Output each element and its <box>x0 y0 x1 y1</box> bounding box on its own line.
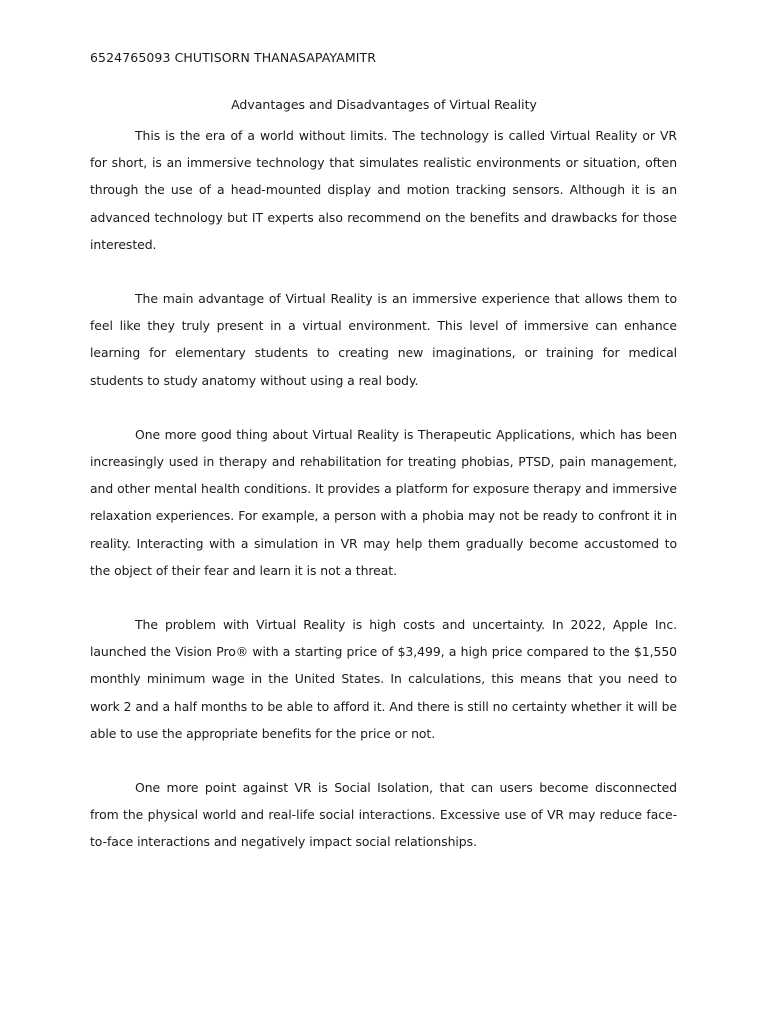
author-line: 6524765093 CHUTISORN THANASAPAYAMITR <box>90 50 377 65</box>
document-body <box>90 122 677 856</box>
paragraph-advantage-therapy: One more good thing about Virtual Reality is Therapeutic Applications, which has been increasingly used in therapy and rehabilitation for treating phobias, PTSD, pain management, and other mental health conditions. It provides a platform for exposure therapy and immersive relaxation experiences. For example, a person with a phobia may not be ready to confront it in reality. Interacting with a simulation in VR may help them gradually become accustomed to the object of their fear and learn it is not a threat. <box>90 426 677 578</box>
paragraph-disadvantage-cost: The problem with Virtual Reality is high costs and uncertainty. In 2022, Apple Inc. launched the Vision Pro® with a starting price of $3,499, a high price compared to the $1,550 monthly minimum wage in the United States. In calculations, this means that you need to work 2 and a half months to be able to afford it. And there is still no certainty whether it will be able to use the appropriate benefits for the price or not. <box>90 617 677 741</box>
paragraph-advantage-immersion: The main advantage of Virtual Reality is an immersive experience that allows them to feel like they truly present in a virtual environment. This level of immersive can enhance learning for elementary students to creating new imaginations, or training for medical students to study anatomy without using a real body. <box>90 291 677 388</box>
paragraph-intro: This is the era of a world without limits. The technology is called Virtual Reality or VR for short, is an immersive technology that simulates realistic environments or situation, often through the use of a head-mounted display and motion tracking sensors. Although it is an advanced technology but IT experts also recommend on the benefits and drawbacks for those interested. <box>90 128 677 252</box>
document-title: Advantages and Disadvantages of Virtual Reality <box>231 97 537 112</box>
paragraph-disadvantage-isolation: One more point against VR is Social Isolation, that can users become disconnected from the physical world and real-life social interactions. Excessive use of VR may reduce face-to-face interactions and negatively impact social relationships. <box>90 780 677 850</box>
